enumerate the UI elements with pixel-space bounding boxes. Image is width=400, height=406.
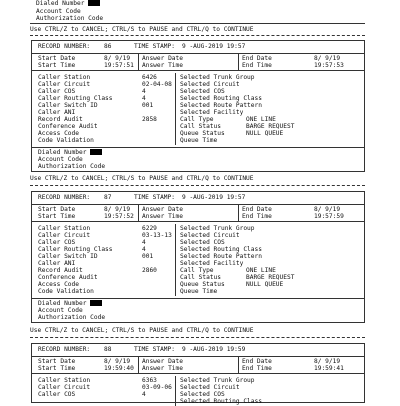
answer-time-label: Answer Time bbox=[142, 213, 183, 220]
selected-routing-class-label: Selected Routing Class bbox=[180, 246, 262, 253]
caller-cos: 4 bbox=[142, 88, 146, 95]
separator bbox=[30, 337, 365, 338]
caller-station-label: Caller Station bbox=[38, 225, 91, 232]
caller-circuit-label: Caller Circuit bbox=[38, 384, 91, 391]
end-date-label: End Date bbox=[242, 358, 272, 365]
caller-station: 6363 bbox=[142, 377, 157, 384]
start-date-label: Start Date bbox=[38, 358, 76, 365]
record-header bbox=[32, 344, 364, 357]
record-block bbox=[31, 40, 365, 172]
account-code-label: Account Code bbox=[38, 156, 83, 163]
time-stamp-label: TIME STAMP: bbox=[134, 194, 175, 201]
queue-status: NULL QUEUE bbox=[246, 281, 284, 288]
caller-circuit: 03-13-13 bbox=[142, 232, 172, 239]
authorization-code-label: Authorization Code bbox=[36, 15, 104, 22]
separator bbox=[30, 185, 365, 186]
record-header bbox=[32, 41, 364, 54]
selected-routing-class-label: Selected Routing Class bbox=[180, 398, 262, 405]
caller-routing-class-label: Caller Routing Class bbox=[38, 95, 113, 102]
call-status-label: Call Status bbox=[180, 274, 221, 281]
start-date-label: Start Date bbox=[38, 206, 76, 213]
redaction-bar bbox=[90, 300, 102, 306]
continue-prompt: Use CTRL/Z to CANCEL; CTRL/S to PAUSE and CTRL/Q to CONTINUE bbox=[30, 327, 254, 334]
call-type-label: Call Type bbox=[180, 116, 214, 123]
queue-status: NULL QUEUE bbox=[246, 130, 284, 137]
caller-station: 6426 bbox=[142, 74, 157, 81]
record-number-label: RECORD NUMBER: bbox=[38, 43, 91, 50]
caller-cos-label: Caller COS bbox=[38, 391, 76, 398]
answer-date-label: Answer Date bbox=[142, 358, 183, 365]
code-validation-label: Code Validation bbox=[38, 137, 94, 144]
start-time-label: Start Time bbox=[38, 365, 76, 372]
record-audit: 2858 bbox=[142, 116, 157, 123]
end-date: 8/ 9/19 bbox=[314, 206, 341, 213]
answer-time-label: Answer Time bbox=[142, 365, 183, 372]
selected-route-pattern-label: Selected Route Pattern bbox=[180, 102, 262, 109]
continue-prompt: Use CTRL/Z to CANCEL; CTRL/S to PAUSE and CTRL/Q to CONTINUE bbox=[30, 175, 254, 182]
redaction-bar bbox=[88, 0, 100, 6]
call-status-label: Call Status bbox=[180, 123, 221, 130]
selected-facility-label: Selected Facility bbox=[180, 260, 244, 267]
account-code-label: Account Code bbox=[38, 307, 83, 314]
end-time: 19:59:41 bbox=[314, 365, 344, 372]
code-validation-label: Code Validation bbox=[38, 288, 94, 295]
end-time-label: End Time bbox=[242, 365, 272, 372]
queue-time-label: Queue Time bbox=[180, 288, 218, 295]
caller-cos: 4 bbox=[142, 391, 146, 398]
end-date-label: End Date bbox=[242, 55, 272, 62]
record-number: 87 bbox=[104, 194, 112, 201]
caller-station: 6229 bbox=[142, 225, 157, 232]
end-date: 8/ 9/19 bbox=[314, 55, 341, 62]
call-status: BARGE REQUEST bbox=[246, 274, 295, 281]
record-audit: 2860 bbox=[142, 267, 157, 274]
time-stamp: 9 -AUG-2019 19:57 bbox=[182, 43, 246, 50]
queue-time-label: Queue Time bbox=[180, 137, 218, 144]
separator bbox=[30, 23, 365, 24]
answer-date-label: Answer Date bbox=[142, 55, 183, 62]
caller-circuit-label: Caller Circuit bbox=[38, 232, 91, 239]
caller-station-label: Caller Station bbox=[38, 377, 91, 384]
call-type-label: Call Type bbox=[180, 267, 214, 274]
caller-ani-label: Caller ANI bbox=[38, 109, 76, 116]
time-stamp-label: TIME STAMP: bbox=[134, 43, 175, 50]
start-time-label: Start Time bbox=[38, 62, 76, 69]
record-header bbox=[32, 192, 364, 205]
selected-trunk-group-label: Selected Trunk Group bbox=[180, 74, 255, 81]
selected-circuit-label: Selected Circuit bbox=[180, 232, 240, 239]
start-date: 8/ 9/19 bbox=[104, 206, 131, 213]
start-date: 8/ 9/19 bbox=[104, 55, 131, 62]
authorization-code-label: Authorization Code bbox=[38, 163, 106, 170]
caller-circuit: 03-09-06 bbox=[142, 384, 172, 391]
caller-circuit-label: Caller Circuit bbox=[38, 81, 91, 88]
caller-routing-class-label: Caller Routing Class bbox=[38, 246, 113, 253]
call-type: ONE LINE bbox=[246, 267, 276, 274]
conference-audit-label: Conference Audit bbox=[38, 274, 98, 281]
timestamps-row bbox=[32, 54, 364, 71]
end-time-label: End Time bbox=[242, 213, 272, 220]
dialed-number-label: Dialed Number bbox=[36, 0, 100, 7]
caller-cos-label: Caller COS bbox=[38, 88, 76, 95]
start-time: 19:57:51 bbox=[104, 62, 134, 69]
selected-facility-label: Selected Facility bbox=[180, 109, 244, 116]
caller-switch-id: 001 bbox=[142, 253, 154, 260]
caller-cos: 4 bbox=[142, 239, 146, 246]
start-time-label: Start Time bbox=[38, 213, 76, 220]
selected-cos-label: Selected COS bbox=[180, 88, 225, 95]
record-audit-label: Record Audit bbox=[38, 116, 83, 123]
timestamps-row bbox=[32, 357, 364, 374]
record-block bbox=[31, 343, 365, 403]
record-number: 86 bbox=[104, 43, 112, 50]
time-stamp: 9 -AUG-2019 19:59 bbox=[182, 346, 246, 353]
start-time: 19:57:52 bbox=[104, 213, 134, 220]
selected-route-pattern-label: Selected Route Pattern bbox=[180, 253, 262, 260]
end-time: 19:57:53 bbox=[314, 62, 344, 69]
start-date-label: Start Date bbox=[38, 55, 76, 62]
access-code-label: Access Code bbox=[38, 281, 79, 288]
redaction-bar bbox=[90, 149, 102, 155]
timestamps-row bbox=[32, 205, 364, 222]
record-number: 88 bbox=[104, 346, 112, 353]
call-type: ONE LINE bbox=[246, 116, 276, 123]
caller-switch-id: 001 bbox=[142, 102, 154, 109]
dialed-number-label: Dialed Number bbox=[38, 300, 102, 307]
answer-date-label: Answer Date bbox=[142, 206, 183, 213]
end-time-label: End Time bbox=[242, 62, 272, 69]
call-status: BARGE REQUEST bbox=[246, 123, 295, 130]
selected-circuit-label: Selected Circuit bbox=[180, 384, 240, 391]
time-stamp-label: TIME STAMP: bbox=[134, 346, 175, 353]
answer-time-label: Answer Time bbox=[142, 62, 183, 69]
caller-switch-id-label: Caller Switch ID bbox=[38, 102, 98, 109]
caller-ani-label: Caller ANI bbox=[38, 260, 76, 267]
authorization-code-label: Authorization Code bbox=[38, 314, 106, 321]
dialed-number-label: Dialed Number bbox=[38, 149, 102, 156]
selected-cos-label: Selected COS bbox=[180, 391, 225, 398]
selected-trunk-group-label: Selected Trunk Group bbox=[180, 225, 255, 232]
queue-status-label: Queue Status bbox=[180, 281, 225, 288]
start-time: 19:59:40 bbox=[104, 365, 134, 372]
caller-station-label: Caller Station bbox=[38, 74, 91, 81]
end-date-label: End Date bbox=[242, 206, 272, 213]
caller-routing-class: 4 bbox=[142, 95, 146, 102]
caller-cos-label: Caller COS bbox=[38, 239, 76, 246]
account-code-label: Account Code bbox=[36, 8, 81, 15]
selected-trunk-group-label: Selected Trunk Group bbox=[180, 377, 255, 384]
access-code-label: Access Code bbox=[38, 130, 79, 137]
selected-circuit-label: Selected Circuit bbox=[180, 81, 240, 88]
selected-routing-class-label: Selected Routing Class bbox=[180, 95, 262, 102]
record-block bbox=[31, 191, 365, 323]
time-stamp: 9 -AUG-2019 19:57 bbox=[182, 194, 246, 201]
caller-circuit: 02-04-08 bbox=[142, 81, 172, 88]
record-audit-label: Record Audit bbox=[38, 267, 83, 274]
start-date: 8/ 9/19 bbox=[104, 358, 131, 365]
conference-audit-label: Conference Audit bbox=[38, 123, 98, 130]
end-date: 8/ 9/19 bbox=[314, 358, 341, 365]
record-number-label: RECORD NUMBER: bbox=[38, 346, 91, 353]
record-number-label: RECORD NUMBER: bbox=[38, 194, 91, 201]
selected-cos-label: Selected COS bbox=[180, 239, 225, 246]
caller-routing-class: 4 bbox=[142, 246, 146, 253]
queue-status-label: Queue Status bbox=[180, 130, 225, 137]
continue-prompt: Use CTRL/Z to CANCEL; CTRL/S to PAUSE and CTRL/Q to CONTINUE bbox=[30, 26, 254, 33]
end-time: 19:57:59 bbox=[314, 213, 344, 220]
separator bbox=[30, 35, 365, 36]
caller-switch-id-label: Caller Switch ID bbox=[38, 253, 98, 260]
